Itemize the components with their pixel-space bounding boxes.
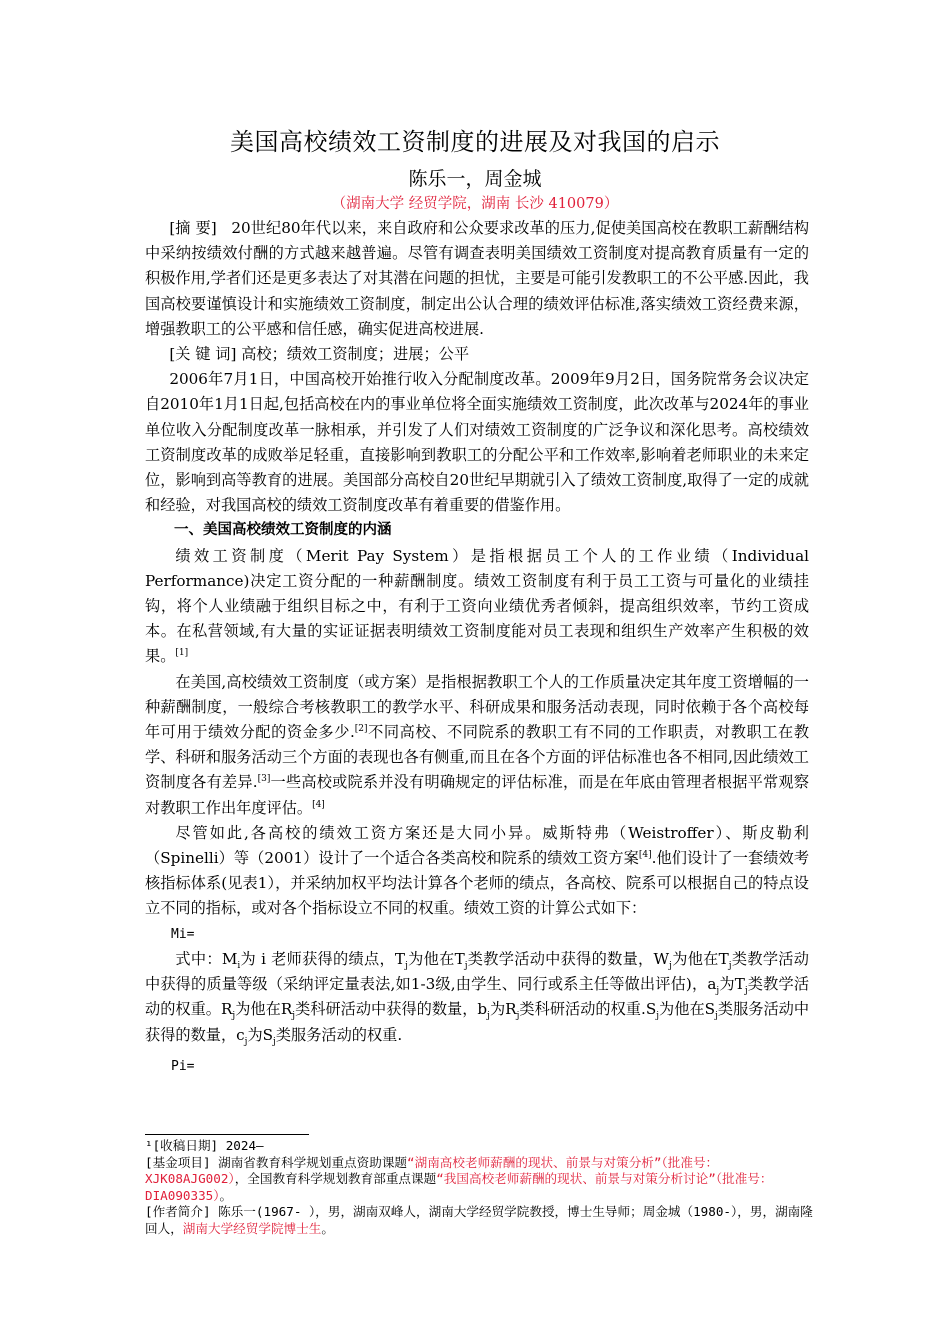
subscript: j (273, 1036, 276, 1047)
text-run: 为他在S (659, 1000, 716, 1019)
citation-ref: [3] (257, 774, 271, 785)
subscript: j (405, 960, 408, 971)
paragraph-text: 绩效工资制度（Merit Pay System）是指根据员工个人的工作业绩（Individual Performance)决定工资分配的一种薪酬制度。绩效工资制度有利于员工工资与可量化的业绩挂钩，将个人业绩融于组织目标之中，有利于工资向业绩优秀者倾斜，提高组织效率，节约工资成本。在私营领域,有大量的实证证据表明绩效工资制度能对员工表现和组织生产效率产生积极的效果。 (145, 546, 809, 666)
subscript: j (656, 1011, 660, 1022)
citation-ref: [4] (312, 799, 325, 810)
paper-authors: 陈乐一，周金城 (408, 168, 542, 190)
citation-ref: [4] (638, 850, 652, 861)
text-run: 类服务活动中获得的数量，c (145, 1000, 810, 1044)
subscript: j (516, 1011, 520, 1022)
subscript: j (728, 960, 732, 971)
text-run: 为 i 老师获得的绩点，T (240, 949, 406, 968)
section1-paragraph-2 (145, 670, 809, 821)
paragraph-text: 一些高校或院系并没有明确规定的评估标准，而是在年底由管理者根据平常观察对教职工作出年度评估。 (145, 773, 810, 817)
text-run: 类服务活动的权重. (275, 1025, 403, 1044)
text-run: 类教学活动中获得的质量等级（采纳评定量表法,如1-3级,由学生、同行或系主任等做出评估)，a (145, 949, 809, 994)
abstract (145, 216, 809, 342)
text-run: 为R (489, 1000, 517, 1019)
text-run: 为T (719, 975, 745, 994)
subscript: j (464, 960, 468, 971)
paper-title: 美国高校绩效工资制度的进展及对我国的启示 (230, 128, 720, 156)
keywords (145, 342, 809, 367)
paragraph-text: 不同高校、不同院系的教职工有不同的工作职责，对教职工在教学、科研和服务活动三个方面的表现也各有侧重,而且在各个方面的评估标准也各不相同,因此绩效工资制度各有差异. (145, 723, 810, 792)
subscript: i (237, 960, 241, 971)
abstract-label: [摘 要] (169, 219, 217, 237)
subscript: j (669, 960, 672, 971)
paragraph-text: .他们设计了一套绩效考核指标体系(见表1），并采纳加权平均法计算各个老师的绩点，各高校、院系可以根据自己的特点设立不同的指标，或对各个指标设立不同的权重。绩效工资的计算公式如下： (145, 849, 810, 918)
text-run: 类科研活动中获得的数量，b (295, 1000, 488, 1019)
text-run: 式中：M (175, 949, 238, 968)
footnote-divider (145, 1134, 309, 1135)
paper-body (145, 216, 809, 1079)
paper-affiliation: （湖南大学 经贸学院，湖南 长沙 410079） (331, 196, 619, 212)
text-run: 为S (247, 1025, 274, 1044)
text-run: 为他在T (671, 949, 729, 968)
section1-paragraph-3 (145, 821, 809, 922)
footnote-fund (145, 1155, 815, 1205)
author-highlight: 湖南大学经贸学院博士生 (182, 1220, 322, 1236)
paragraph-text: 在美国,高校绩效工资制度（或方案）是指根据教职工个人的工作质量决定其年度工资增幅的一种薪酬制度，一般综合考核教职工的教学水平、科研成果和服务活动表现，同时依赖于各个高校每年可用于绩效分配的资金多少. (145, 672, 809, 742)
subscript: j (715, 1011, 718, 1022)
paragraph-text: 尽管如此,各高校的绩效工资方案还是大同小异。威斯特弗（Weistroffer）、斯皮勒利（Spinelli）等（2001）设计了一个适合各类高校和院系的绩效工资方案 (145, 823, 809, 868)
formula-mi: Mi= (171, 926, 195, 942)
citation-ref: [1] (175, 648, 189, 659)
fund-label: [基金项目] 湖南省教育科学规划重点资助课题 (145, 1154, 408, 1170)
subscript: j (244, 1036, 248, 1047)
fund-title-1: “湖南高校老师薪酬的现状、前景与对策分析”（批准号：XJK08AJG002） (145, 1154, 719, 1186)
text-run: 类科研活动的权重.S (519, 1000, 657, 1019)
text-run: 为他在R (235, 1000, 293, 1019)
text-run: 为他在T (407, 949, 465, 968)
subscript: j (232, 1011, 236, 1022)
section1-paragraph-4 (145, 947, 809, 1048)
subscript: j (292, 1011, 296, 1022)
section-heading: 一、美国高校绩效工资制度的内涵 (174, 522, 392, 539)
text-run: 类教学活动中获得的数量，W (467, 949, 670, 968)
intro-paragraph: 2006年7月1日，中国高校开始推行收入分配制度改革。2009年9月2日，国务院常务会议决定自2010年1月1日起,包括高校在内的事业单位将全面实施绩效工资制度，此次改革与2024年的事业单位收入分配制度改革一脉相承，并引发了人们对绩效工资制度的广泛争议和深化思考。高校绩效工资制度改革的成败举足轻重，直接影响到教职工的分配公平和工作效率,影响着老师职业的未来定位，影响到高等教育的进展。美国部分高校自20世纪早期就引入了绩效工资制度,取得了一定的成就和经验，对我国高校的绩效工资制度改革有着重要的借鉴作用。 (145, 370, 809, 515)
fund-end: 。 (219, 1187, 233, 1203)
author-end: 。 (321, 1220, 334, 1236)
formula-pi: Pi= (171, 1058, 195, 1074)
author-info: [作者简介] 陈乐一(1967- ），男，湖南双峰人，湖南大学经贸学院教授，博士生导师；周金城（1980-），男，湖南隆回人， (145, 1204, 813, 1236)
fund-title-2: “我国高校老师薪酬的现状、前景与对策分析讨论”（批准号：DIA090335） (145, 1171, 773, 1203)
footnotes (145, 1138, 815, 1237)
section1-paragraph-1 (145, 544, 809, 670)
keywords-text: 高校；绩效工资制度；进展；公平 (241, 345, 470, 364)
footnote-received: ¹[收稿日期] 2024— (145, 1138, 264, 1153)
fund-mid: ，全国教育科学规划教育部重点课题 (234, 1171, 437, 1186)
abstract-text: 20世纪80年代以来，来自政府和公众要求改革的压力,促使美国高校在教职工薪酬结构中采纳按绩效付酬的方式越来越普遍。尽管有调查表明美国绩效工资制度对提高教育质量有一定的积极作用,学者们还是更多表达了对其潜在问题的担忧，主要是可能引发教职工的不公平感.因此，我国高校要谨慎设计和实施绩效工资制度，制定出公认合理的绩效评估标准,落实绩效工资经费来源，增强教职工的公平感和信任感，确实促进高校进展. (145, 219, 810, 338)
subscript: j (716, 986, 720, 997)
subscript: j (744, 986, 748, 997)
citation-ref: [2] (354, 724, 368, 734)
text-run: 类教学活动的权重。R (145, 975, 810, 1019)
subscript: j (487, 1011, 490, 1022)
footnote-author (145, 1204, 815, 1237)
keywords-label: [关 键 词] (169, 345, 237, 364)
